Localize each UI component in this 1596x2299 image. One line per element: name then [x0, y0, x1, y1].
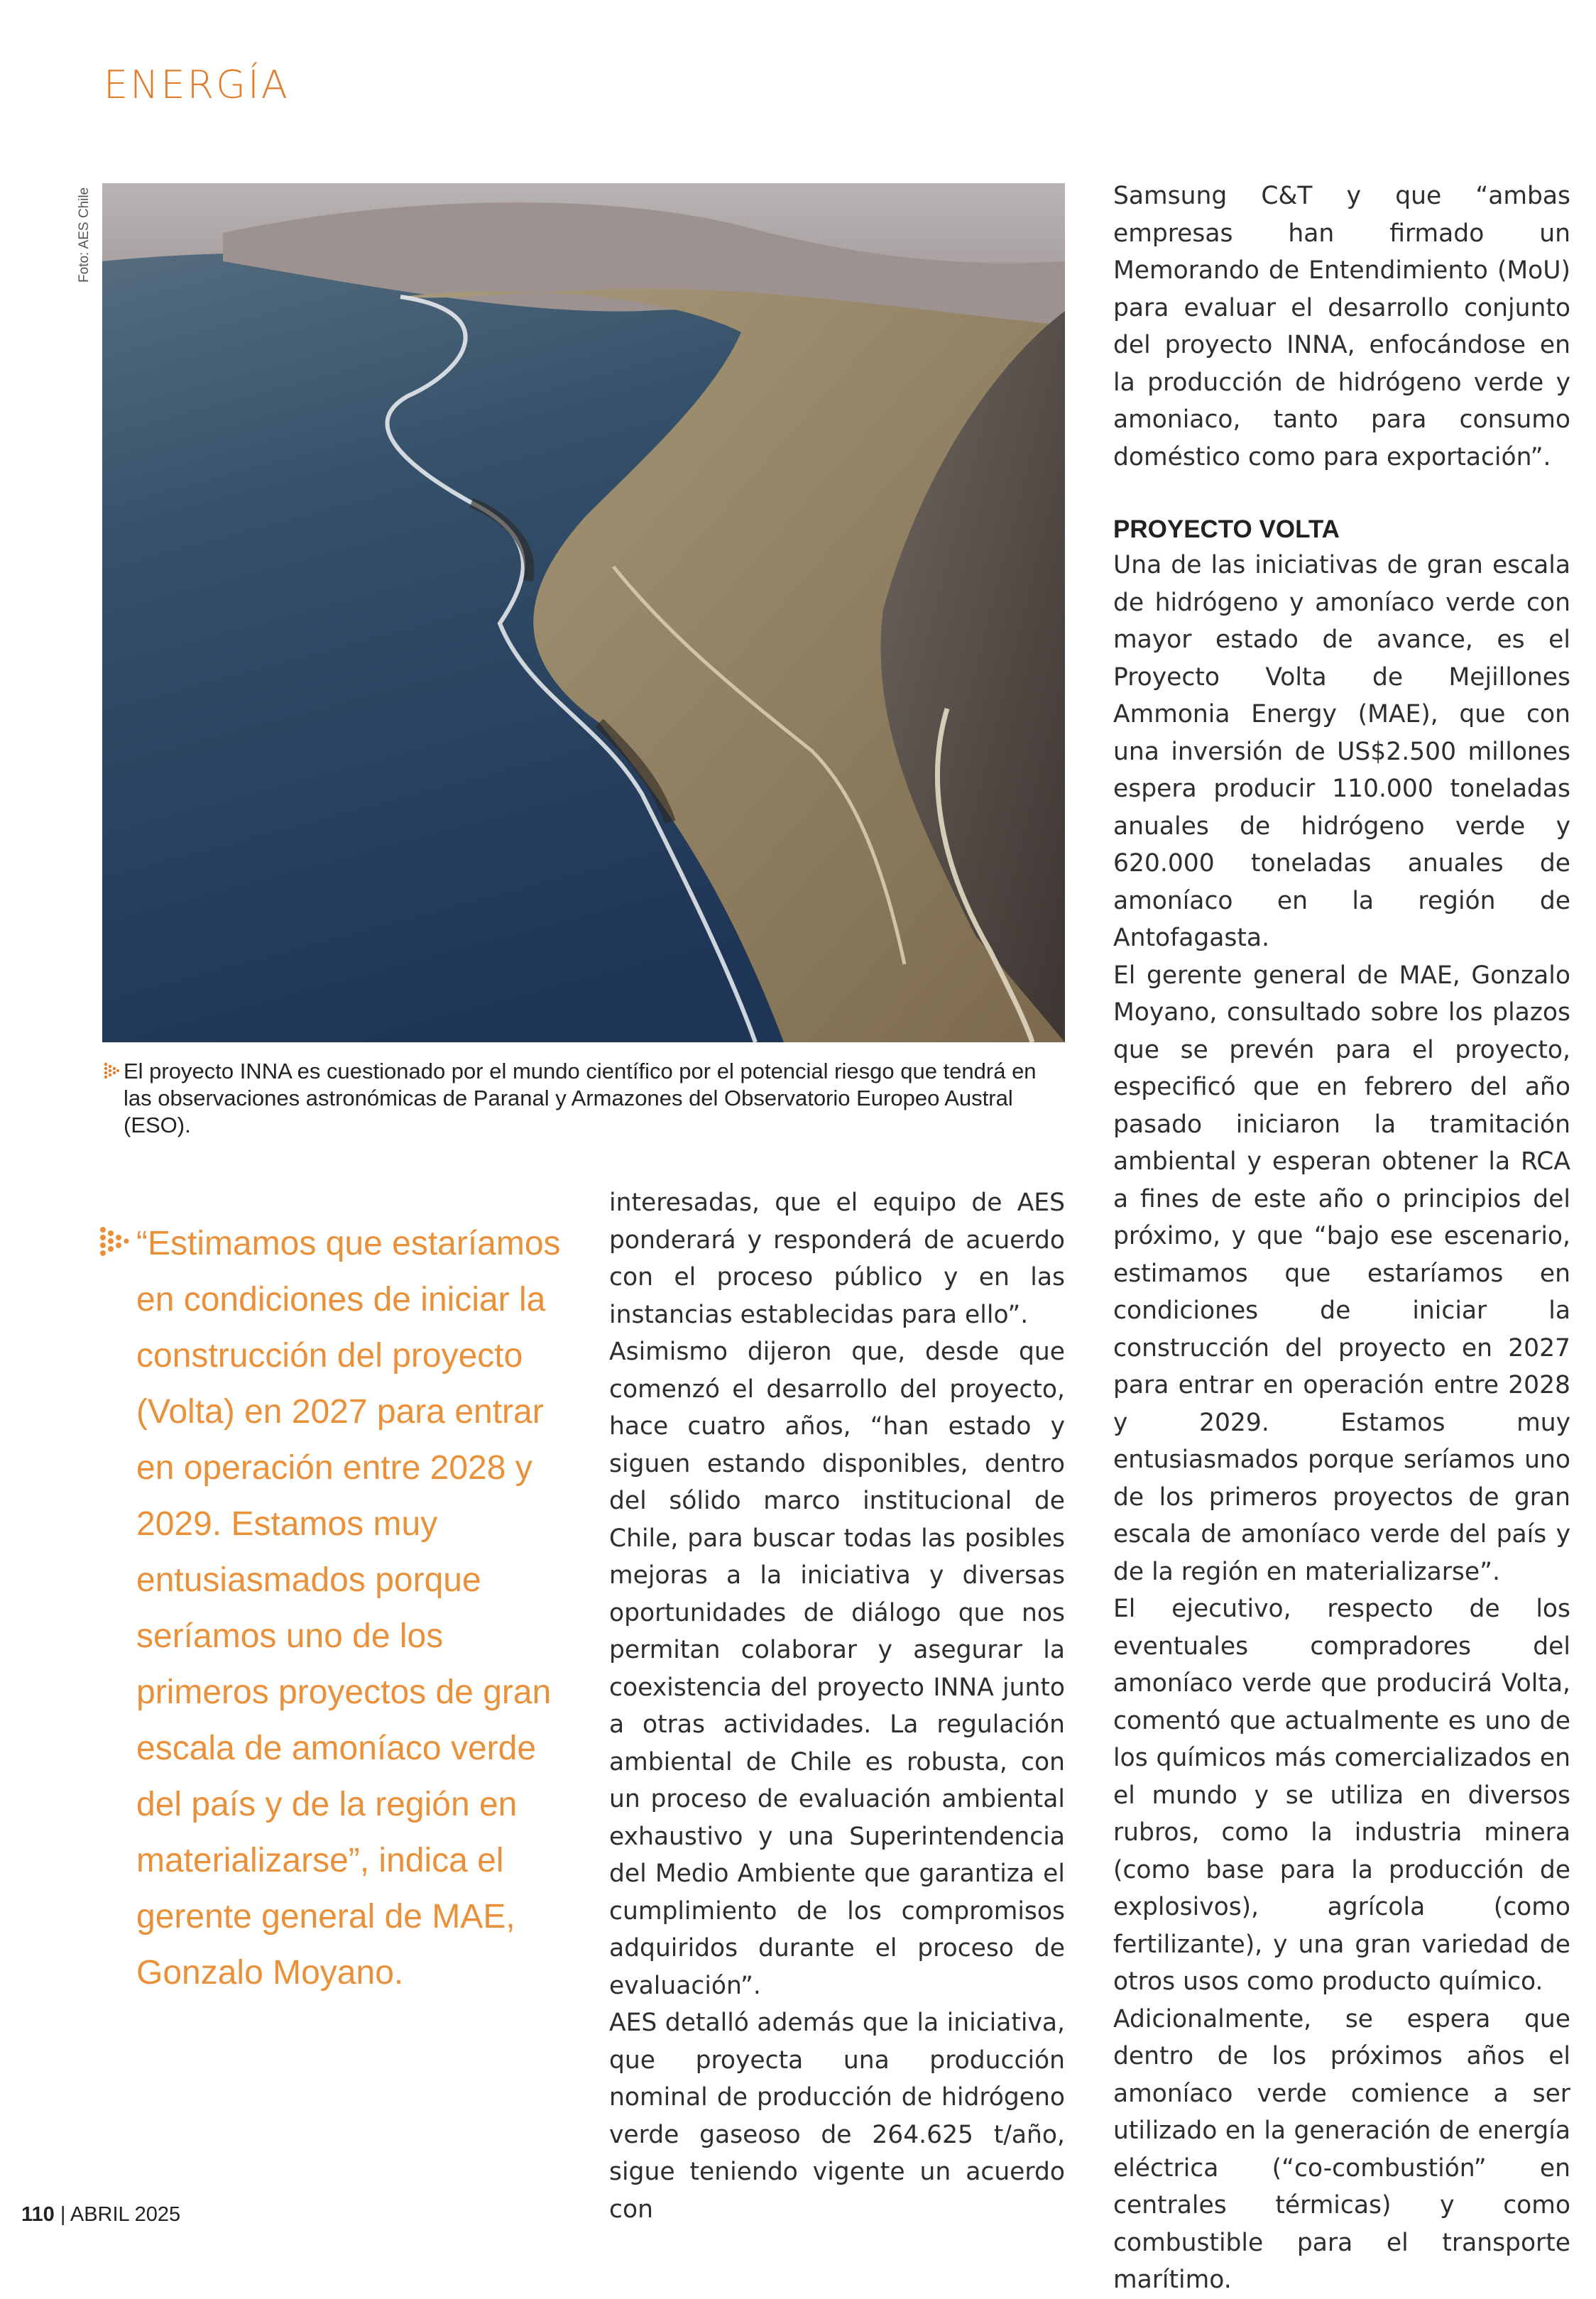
- middle-paragraph: AES detalló además que la iniciativa, que proyecta una producción nominal de producción de hidrógeno verde gaseoso de 264.625 t/año, sigue teniendo vigente un acuerdo con: [609, 2009, 1065, 2224]
- right-paragraph: Una de las iniciativas de gran escala de hidrógeno y amoníaco verde con mayor estado de avance, es el Proyecto Volta de Mejillones Ammonia Energy (MAE), que con una inversión de US$2.500 millones espera producir 110.000 toneladas anuales de hidrógeno verde y 620.000 toneladas anuales de amoníaco en la región de Antofagasta.: [1113, 551, 1570, 952]
- coastline-image: [102, 183, 1065, 1042]
- page-number: 110: [21, 2203, 55, 2226]
- caption-text: El proyecto INNA es cuestionado por el mundo científico por el potencial riesgo que tendrá en las observaciones astronómicas de Paranal y Armazones del Observatorio Europeo Austral (ESO).: [124, 1059, 1037, 1137]
- pull-quote-text: “Estimamos que estaríamos en condiciones de iniciar la construcción del proyecto (Volta) en 2027 para entrar en operación entre 2028 y 2029. Estamos muy entusiasmados porque seríamos uno de los primeros proyectos de gran escala de amoníaco verde del país y de la región en materializarse”, indica el gerente general de MAE, Gonzalo Moyano.: [136, 1225, 561, 1992]
- middle-paragraph: Asimismo dijeron que, desde que comenzó el desarrollo del proyecto, hace cuatro años, “han estado y siguen estando disponibles, dentro del sólido marco institucional de Chile, para buscar todas las posibles mejoras a la iniciativa y diversas oportunidades de diálogo que nos permitan colaborar y asegurar la coexistencia del proyecto INNA junto a otras actividades. La regulación ambiental de Chile es robusta, con un proceso de evaluación ambiental exhaustivo y una Superintendencia del Medio Ambiente que garantiza el cumplimiento de los compromisos adquiridos durante el proceso de evaluación”.: [609, 1338, 1065, 2000]
- quote-arrow-icon: [99, 1225, 131, 1257]
- coastline-photo: [102, 183, 1065, 1042]
- middle-column: [609, 1184, 1065, 2228]
- page-footer: [21, 2203, 180, 2227]
- photo-credit: [68, 183, 97, 283]
- footer-separator: |: [60, 2203, 66, 2226]
- photo-caption: [104, 1058, 1069, 1139]
- issue-date: ABRIL 2025: [70, 2203, 181, 2226]
- right-paragraph: Adicionalmente, se espera que dentro de los próximos años el amoníaco verde comience a ser utilizado en la generación de energía eléctrica (“co-combustión” en centrales térmicas) y como combustible para el transporte marítimo.: [1113, 2004, 1570, 2294]
- middle-paragraph: interesadas, que el equipo de AES ponderará y responderá de acuerdo con el proceso público y en las instancias establecidas para ello”.: [609, 1189, 1065, 1329]
- right-column: [1113, 178, 1570, 2299]
- photo-credit-text: Foto: AES Chile: [77, 187, 92, 283]
- subheading-proyecto-volta: PROYECTO VOLTA: [1113, 515, 1340, 543]
- pull-quote: [99, 1216, 568, 2001]
- bullet-arrow-icon: [104, 1062, 119, 1081]
- right-paragraph: El gerente general de MAE, Gonzalo Moyano, consultado sobre los plazos que se prevén para el proyecto, especificó que en febrero del año pasado iniciaron la tramitación ambiental y esperan obtener la RCA a fines de este año o principios del próximo, y que “bajo ese escenario, estimamos que estaríamos en condiciones de iniciar la construcción del proyecto en 2027 para entrar en operación entre 2028 y 2029. Estamos muy entusiasmados porque seríamos uno de los primeros proyectos de gran escala de amoníaco verde del país y de la región en materializarse”.: [1113, 961, 1570, 1586]
- section-title: ENERGÍA: [104, 62, 290, 107]
- right-intro-paragraph: Samsung C&T y que “ambas empresas han firmado un Memorando de Entendimiento (MoU) para evaluar el desarrollo conjunto del proyecto INNA, enfocándose en la producción de hidrógeno verde y amoniaco, tanto para consumo doméstico como para exportación”.: [1113, 182, 1570, 471]
- right-paragraph: El ejecutivo, respecto de los eventuales compradores del amoníaco verde que producirá Volta, comentó que actualmente es uno de los químicos más comercializados en el mundo y se utiliza en diversos rubros, como la industria minera (como base para la producción de explosivos), agrícola (como fertilizante), y una gran variedad de otros usos como producto químico.: [1113, 1595, 1570, 1996]
